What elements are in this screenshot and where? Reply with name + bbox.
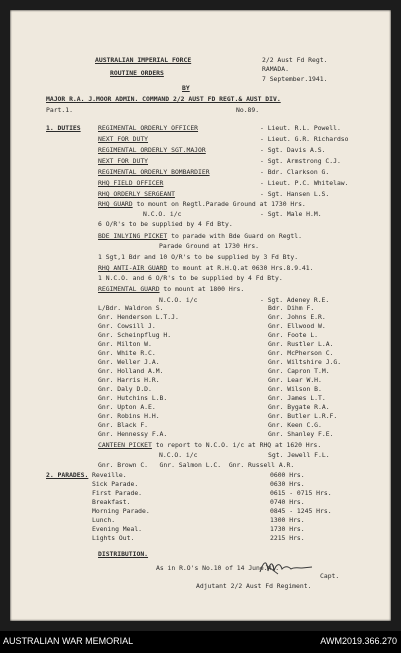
parade-name: Evening Meal.: [92, 525, 143, 533]
by-label: BY: [182, 84, 190, 92]
duty-holder: - Lieut. P.C. Whitelaw.: [260, 179, 349, 187]
regt-guard-text: to mount at 1800 Hrs.: [159, 285, 245, 293]
canteen-nco: N.C.O. i/c: [159, 451, 198, 459]
guard-member: Gnr. Daly D.D.: [98, 385, 152, 393]
guard-member: Gnr. Holland A.M.: [98, 367, 164, 375]
bde-picket-text: to parade with Bde Guard on Regtl.: [167, 232, 302, 240]
guard-member: Gnr. Foote L.: [268, 331, 319, 339]
guard-member: Gnr. Bygate R.A.: [268, 403, 330, 411]
duty-holder: - Sgt. Davis A.S.: [260, 146, 326, 154]
guard-member: Gnr. James L.T.: [268, 394, 326, 402]
guard-member: Gnr. Shanley F.E.: [268, 430, 334, 438]
part-number: Part.1.: [46, 106, 73, 114]
bde-picket-text2: Parade Ground at 1730 Hrs.: [159, 242, 260, 250]
guard-member: Gnr. Johns E.R.: [268, 313, 326, 321]
distribution-text: As in R.O's No.10 of 14 June.41.: [156, 564, 280, 572]
guard-nco-name: - Sgt. Adeney R.E.: [260, 296, 330, 304]
location: RAMADA.: [262, 65, 289, 73]
guard-nco-label: N.C.O. i/c: [159, 296, 198, 304]
footer-source: AUSTRALIAN WAR MEMORIAL: [3, 636, 134, 646]
rhq-anti-label: RHQ ANTI-AIR GUARD: [98, 264, 168, 272]
parade-time: 1300 Hrs.: [270, 516, 305, 524]
parade-time: 0615 - 0715 Hrs.: [270, 489, 332, 497]
regt-guard-label: REGIMENTAL GUARD: [98, 285, 160, 293]
duty-role: RHQ FIELD OFFICER: [98, 179, 164, 187]
guard-member: Gnr. Henderson L.T.J.: [98, 313, 179, 321]
parade-time: 2215 Hrs.: [270, 534, 305, 542]
parade-name: Lights Out.: [92, 534, 135, 542]
guard-member: Gnr. Cowsill J.: [98, 322, 156, 330]
guard-member: Gnr. Wiltshire J.G.: [268, 358, 342, 366]
handwritten-signature: [258, 556, 314, 578]
guard-member: Gnr. McPherson C.: [268, 349, 334, 357]
header-subtitle: ROUTINE ORDERS: [110, 69, 164, 77]
rhq-guard-men: 6 O/R's to be supplied by 4 Fd Bty.: [98, 220, 233, 228]
header-title: AUSTRALIAN IMPERIAL FORCE: [95, 56, 192, 64]
duty-holder: - Sgt. Armstrong C.J.: [260, 157, 341, 165]
canteen-line: [98, 442, 321, 449]
duty-role: NEXT FOR DUTY: [98, 157, 149, 165]
canteen-nco-name: Sgt. Jewell F.L.: [268, 451, 330, 459]
parade-time: 1730 Hrs.: [270, 525, 305, 533]
guard-member: Bdr. Dihm F.: [268, 304, 315, 312]
duty-role: REGIMENTAL ORDERLY OFFICER: [98, 124, 199, 132]
canteen-text: to report to N.C.O. i/c at RHQ at 1620 Hrs.: [151, 441, 322, 449]
bde-picket-label: BDE INLYING PICKET: [98, 232, 168, 240]
parade-name: Reveille.: [92, 471, 127, 479]
guard-member: Gnr. Hutchins L.B.: [98, 394, 168, 402]
guard-member: L/Bdr. Waldron S.: [98, 304, 164, 312]
duties-heading: 1. DUTIES: [46, 124, 81, 132]
guard-member: Gnr. Upton A.E.: [98, 403, 156, 411]
rhq-guard-text: to mount on Regtl.Parade Ground at 1730 Hrs.: [132, 200, 306, 208]
duty-role: NEXT FOR DUTY: [98, 135, 149, 143]
duty-role: RHQ ORDERLY SERGEANT: [98, 190, 175, 198]
rhq-anti-text: to mount at R.H.Q.at 0630 Hrs.8.9.41.: [167, 264, 314, 272]
parade-time: 0845 - 1245 Hrs.: [270, 507, 332, 515]
canteen-label: CANTEEN PICKET: [98, 441, 152, 449]
bde-picket-men: 1 Sgt,1 Bdr and 10 O/R's to be supplied by 3 Fd Bty.: [98, 253, 299, 261]
archive-footer: [0, 631, 401, 653]
parade-name: Breakfast.: [92, 498, 131, 506]
parade-name: Sick Parade.: [92, 480, 139, 488]
guard-member: Gnr. Robins H.H.: [98, 412, 160, 420]
guard-member: Gnr. Scheinpflug H.: [98, 331, 172, 339]
order-number: No.89.: [236, 106, 260, 114]
guard-member: Gnr. Black F.: [98, 421, 149, 429]
rhq-anti-line: [98, 265, 313, 272]
guard-member: Gnr. Wilson B.: [268, 385, 322, 393]
guard-member: Gnr. Keen C.G.: [268, 421, 322, 429]
parade-name: Morning Parade.: [92, 507, 150, 515]
guard-member: Gnr. Weller J.A.: [98, 358, 160, 366]
duty-holder: - Lieut. R.L. Powell.: [260, 124, 341, 132]
guard-member: Gnr. Capron T.M.: [268, 367, 330, 375]
duty-holder: - Bdr. Clarkson G.: [260, 168, 330, 176]
rhq-guard-nco: N.C.O. i/c: [143, 210, 182, 218]
parade-name: First Parade.: [92, 489, 143, 497]
parades-heading: 2. PARADES.: [46, 471, 89, 479]
rhq-anti-men: 1 N.C.O. and 6 O/R's to be supplied by 4 Fd Bty.: [98, 274, 283, 282]
date: 7 September.1941.: [262, 75, 328, 83]
bde-picket-line: [98, 233, 302, 240]
guard-member: Gnr. White R.C.: [98, 349, 156, 357]
distribution-label: DISTRIBUTION.: [98, 550, 149, 558]
parade-name: Lunch.: [92, 516, 116, 524]
parade-time: 0740 Hrs.: [270, 498, 305, 506]
rhq-guard-line: [98, 201, 306, 208]
parade-time: 0630 Hrs.: [270, 480, 305, 488]
duty-holder: - Lieut. G.R. Richardso: [260, 135, 349, 143]
guard-member: Gnr. Ellwood W.: [268, 322, 326, 330]
issuing-officer: MAJOR R.A. J.MOOR ADMIN. COMMAND 2/2 AUST FD REGT.& AUST DIV.: [46, 95, 281, 103]
rhq-guard-label: RHQ GUARD: [98, 200, 133, 208]
duty-role: REGIMENTAL ORDERLY SGT.MAJOR: [98, 146, 206, 154]
guard-member: Gnr. Rustler L.A.: [268, 340, 334, 348]
footer-item-id: AWM2019.366.270: [320, 636, 397, 646]
guard-member: Gnr. Lear W.H.: [268, 376, 322, 384]
regt-guard-line: [98, 286, 244, 293]
duty-role: REGIMENTAL ORDERLY BOMBARDIER: [98, 168, 210, 176]
guard-member: Gnr. Hennessy F.A.: [98, 430, 168, 438]
signature-title: Adjutant 2/2 Aust Fd Regiment.: [196, 582, 312, 590]
guard-member: Gnr. Harris H.R.: [98, 376, 160, 384]
canteen-gunners: Gnr. Brown C. Gnr. Salmon L.C. Gnr. Russell A.R.: [98, 461, 295, 469]
signature-rank: Capt.: [320, 572, 340, 580]
rhq-guard-nco-name: - Sgt. Male H.M.: [260, 210, 322, 218]
guard-member: Gnr. Milton W.: [98, 340, 152, 348]
parade-time: 0600 Hrs.: [270, 471, 305, 479]
guard-member: Gnr. Butler L.R.F.: [268, 412, 338, 420]
unit-name: 2/2 Aust Fd Regt.: [262, 56, 328, 64]
duty-holder: - Sgt. Hansen L.S.: [260, 190, 330, 198]
